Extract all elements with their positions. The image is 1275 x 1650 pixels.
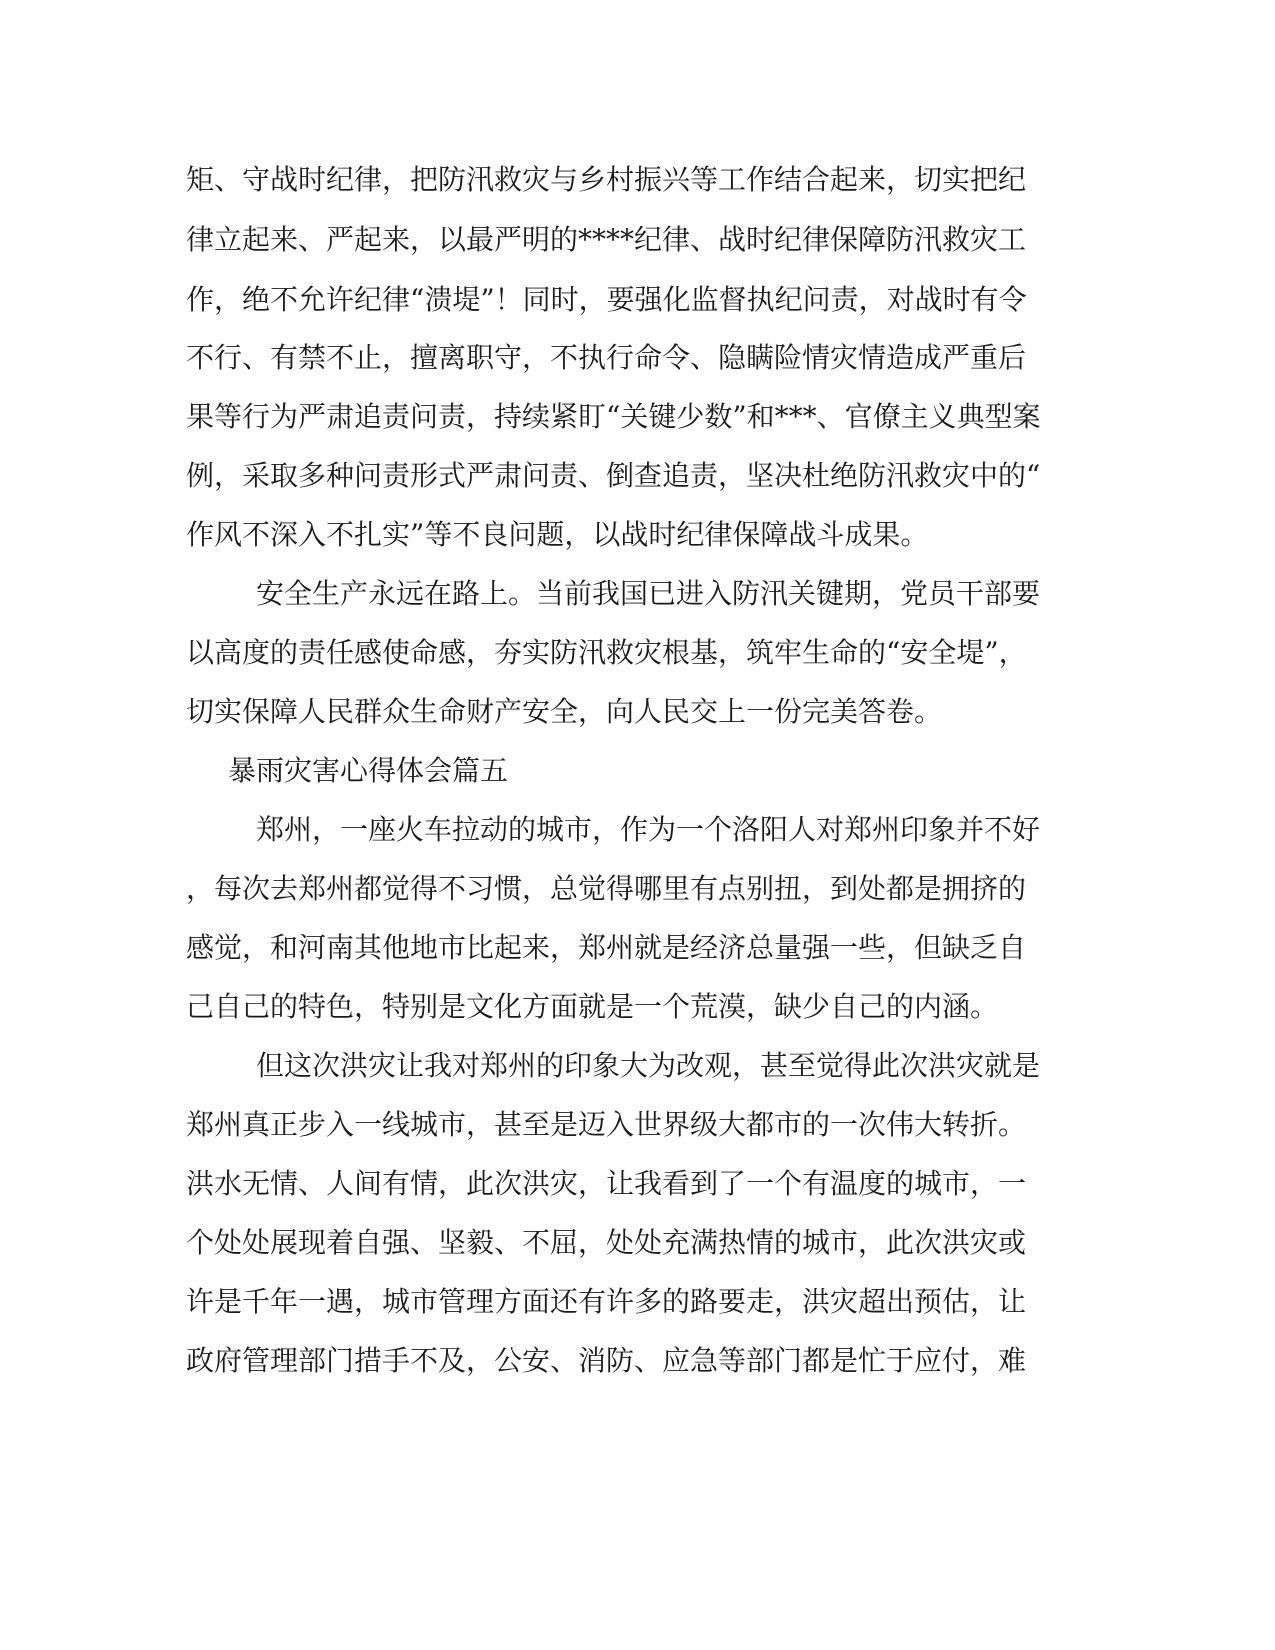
- text-line: 政府管理部门措手不及，公安、消防、应急等部门都是忙于应付，难: [186, 1344, 1027, 1377]
- paragraph-first-line: 安全生产永远在路上。当前我国已进入防汛关键期，党员干部要: [256, 577, 1041, 610]
- text-line: 个处处展现着自强、坚毅、不屈，处处充满热情的城市，此次洪灾或: [186, 1226, 1027, 1259]
- text-line: 许是千年一遇，城市管理方面还有许多的路要走，洪灾超出预估，让: [186, 1285, 1027, 1318]
- paragraph-first-line: 但这次洪灾让我对郑州的印象大为改观，甚至觉得此次洪灾就是: [256, 1049, 1041, 1082]
- text-line: 果等行为严肃追责问责，持续紧盯“关键少数”和***、官僚主义典型案: [186, 400, 1041, 433]
- text-line: 作，绝不允许纪律“溃堤”！同时，要强化监督执纪问责，对战时有令: [186, 283, 1027, 316]
- section-heading: 暴雨灾害心得体会篇五: [228, 754, 509, 787]
- text-line: 切实保障人民群众生命财产安全，向人民交上一份完美答卷。: [186, 695, 943, 728]
- text-line: 不行、有禁不止，擅离职守，不执行命令、隐瞒险情灾情造成严重后: [186, 341, 1027, 374]
- text-line: 己自己的特色，特别是文化方面就是一个荒漠，缺少自己的内涵。: [186, 990, 999, 1023]
- text-line: 洪水无情、人间有情，此次洪灾，让我看到了一个有温度的城市，一: [186, 1167, 1027, 1200]
- text-line: 郑州真正步入一线城市，甚至是迈入世界级大都市的一次伟大转折。: [186, 1108, 1027, 1141]
- text-line: 感觉，和河南其他地市比起来，郑州就是经济总量强一些，但缺乏自: [186, 931, 1027, 964]
- text-line: 律立起来、严起来，以最严明的****纪律、战时纪律保障防汛救灾工: [186, 223, 1027, 256]
- paragraph-first-line: 郑州，一座火车拉动的城市，作为一个洛阳人对郑州印象并不好: [256, 813, 1041, 846]
- text-line: 矩、守战时纪律，把防汛救灾与乡村振兴等工作结合起来，切实把纪: [186, 163, 1027, 196]
- text-line: 例，采取多种问责形式严肃问责、倒查追责，坚决杜绝防汛救灾中的“: [186, 459, 1041, 492]
- text-line: 以高度的责任感使命感，夯实防汛救灾根基，筑牢生命的“安全堤”，: [186, 636, 1027, 669]
- text-line: ，每次去郑州都觉得不习惯，总觉得哪里有点别扭，到处都是拥挤的: [186, 872, 1027, 905]
- text-line: 作风不深入不扎实”等不良问题，以战时纪律保障战斗成果。: [186, 518, 929, 551]
